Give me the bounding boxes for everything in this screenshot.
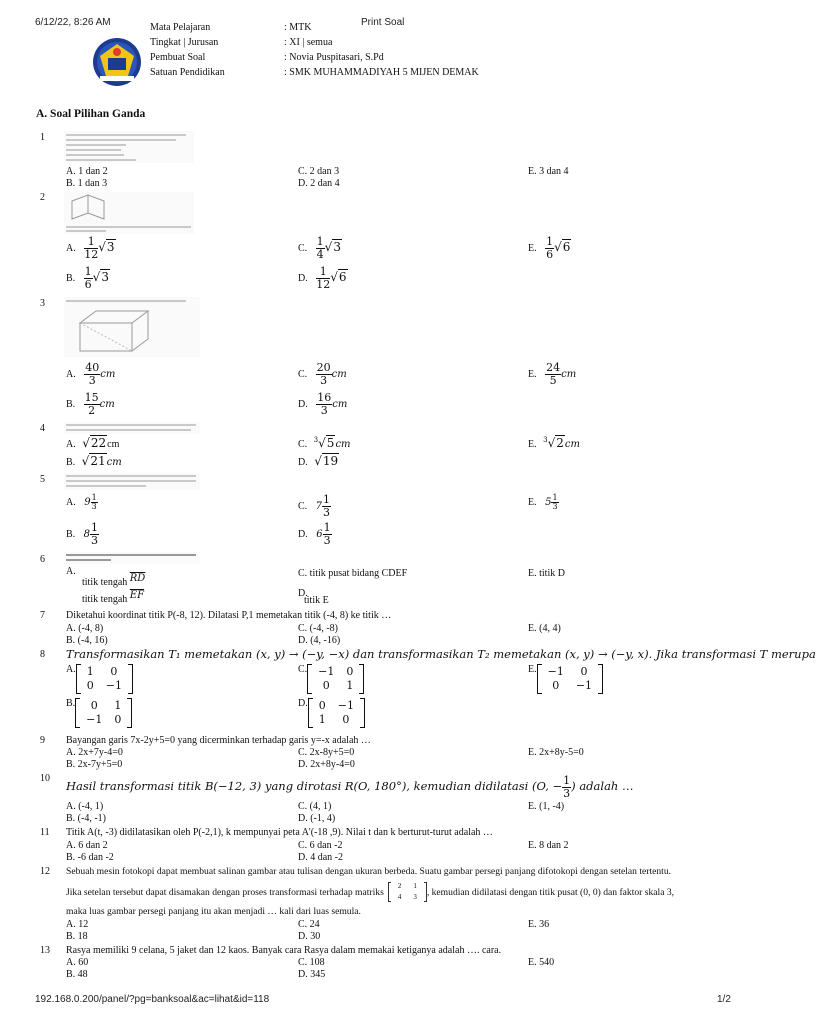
option-label: C. [298, 368, 308, 380]
radicand: 22 [90, 436, 107, 450]
radicand: 2 [556, 436, 564, 450]
option-d[interactable]: D. 4 dan -2 [298, 852, 343, 863]
option-e[interactable]: E. 2x+8y-5=0 [528, 747, 584, 758]
matrix-cell: 1 [413, 882, 417, 890]
option-label: B. [66, 698, 76, 709]
option-b[interactable]: B. 2x-7y+5=0 [66, 759, 123, 770]
matrix-cell: −1 [547, 665, 564, 678]
school-logo [88, 36, 146, 88]
matrix-cell: 1 [318, 713, 326, 726]
numerator: 1 [91, 493, 97, 502]
sqrt: √19 [314, 454, 339, 468]
option-d[interactable]: D. 30 [298, 931, 321, 942]
option-text: titik E [304, 595, 329, 606]
option-text: titik tengah [82, 594, 128, 605]
option-label: C. [298, 242, 308, 254]
matrix-cell: 0 [580, 665, 588, 678]
fraction [90, 522, 99, 547]
matrix-cell: −1 [575, 679, 593, 692]
whole-part: 9 [84, 496, 91, 508]
fraction [316, 266, 330, 291]
matrix-cell: 3 [413, 893, 417, 901]
question-image [64, 422, 200, 434]
sqrt: √22 [82, 436, 107, 450]
unit: cm [335, 439, 351, 450]
denominator: 6 [546, 248, 554, 261]
option-label: E. [528, 664, 537, 675]
meta-row [150, 35, 710, 50]
option-d[interactable]: D. 2 dan 4 [298, 178, 340, 189]
option-label: E. [528, 439, 537, 450]
option-d[interactable] [298, 588, 329, 610]
matrix-cell: 1 [86, 665, 94, 678]
question-text-part: , kemudian didilatasi dengan titik pusat (0, 0) dan faktor skala 3, [426, 886, 675, 898]
option-label: D. [298, 528, 308, 540]
print-url: 192.168.0.200/panel/?pg=banksoal&ac=lihat&id=118 [35, 994, 270, 1005]
option-label: E. [528, 242, 537, 254]
cube-root: $^3$√5 [313, 436, 335, 450]
numerator: 1 [84, 265, 92, 278]
matrix [388, 880, 427, 904]
option-b[interactable]: B. 48 [66, 969, 88, 980]
option-a[interactable]: A. 2x+7y-4=0 [66, 747, 123, 758]
radicand: 3 [101, 269, 109, 284]
sqrt: √3 [98, 239, 115, 254]
option-a[interactable]: A. (-4, 8) [66, 623, 104, 634]
question-image [64, 297, 200, 357]
unit: cm [332, 398, 348, 410]
radicand: 19 [322, 454, 339, 468]
question-number: 11 [40, 827, 50, 838]
option-e[interactable] [528, 236, 571, 261]
question-number: 1 [40, 132, 45, 143]
numerator: 1 [546, 235, 554, 248]
option-b[interactable] [66, 266, 110, 291]
denominator: 3 [88, 374, 96, 387]
option-e[interactable] [528, 436, 580, 450]
option-b[interactable] [66, 522, 99, 547]
question-number: 13 [40, 945, 50, 956]
denominator: 2 [88, 404, 96, 417]
fraction [84, 236, 98, 261]
question-image [64, 473, 200, 490]
option-d[interactable]: D. (-1, 4) [298, 813, 336, 824]
option-a[interactable]: A. 12 [66, 919, 89, 930]
unit: cm [564, 439, 580, 450]
question-text: Sebuah mesin fotokopi dapat membuat salinan gambar atau tulisan dengan ukuran berbeda. Suatu gambar persegi panjang difotokopi dengan setelan tertentu. [66, 866, 672, 877]
question-text [66, 880, 674, 904]
numerator: 24 [546, 361, 561, 374]
numerator: 1 [316, 235, 324, 248]
option-a[interactable] [66, 236, 116, 261]
matrix [75, 698, 132, 728]
option-a[interactable]: A. 1 dan 2 [66, 166, 108, 177]
option-d[interactable]: D. 345 [298, 969, 326, 980]
question-text-part: ) adalah … [571, 779, 634, 794]
print-datetime: 6/12/22, 8:26 AM [35, 17, 111, 28]
matrix [307, 664, 364, 694]
option-text: titik tengah [82, 577, 128, 588]
option-c[interactable]: C. 6 dan -2 [298, 840, 343, 851]
denominator: 3 [320, 374, 328, 387]
meta-label: Tingkat | Jurusan [150, 37, 219, 48]
option-d[interactable] [298, 392, 347, 417]
numerator: 1 [316, 266, 330, 279]
matrix-cell: −1 [337, 699, 354, 712]
numerator: 40 [85, 361, 100, 374]
question-text: Bayangan garis 7x-2y+5=0 yang dicerminkan terhadap garis y=-x adalah … [66, 735, 371, 746]
numerator: 1 [323, 493, 331, 506]
meta-value: : Novia Puspitasari, S.Pd [284, 52, 384, 63]
radicand: 5 [326, 436, 335, 450]
option-label: D. [298, 398, 308, 410]
option-b[interactable]: B. (-4, -1) [66, 813, 106, 824]
matrix [76, 664, 133, 694]
whole-part: 5 [545, 496, 552, 508]
denominator: 3 [91, 534, 99, 547]
fraction [322, 494, 331, 519]
numerator: 1 [552, 493, 558, 502]
option-e[interactable]: E. 3 dan 4 [528, 166, 569, 177]
option-c[interactable] [298, 362, 347, 387]
denominator: 3 [563, 787, 571, 800]
option-e[interactable]: E. 36 [528, 919, 550, 930]
option-b[interactable] [66, 454, 122, 468]
option-d[interactable] [298, 698, 365, 728]
meta-row [150, 50, 710, 65]
option-d[interactable]: D. 2x+8y-4=0 [298, 759, 355, 770]
unit: cm [107, 439, 120, 450]
meta-label: Mata Pelajaran [150, 22, 211, 33]
option-d[interactable] [298, 266, 348, 291]
question-number: 10 [40, 773, 50, 784]
denominator: 12 [84, 248, 99, 261]
fraction [562, 775, 571, 800]
fraction [84, 266, 93, 291]
option-a[interactable] [66, 362, 115, 387]
option-c[interactable] [298, 494, 331, 519]
question-text: maka luas gambar persegi panjang itu akan menjadi … kali dari luas semula. [66, 906, 361, 917]
question-text-content: Transformasikan T₁ memetakan (x, y) → (−y, −x) dan transformasikan T₂ memetakan (x, y) → (−y, x). Jika transformasi T merupa [66, 647, 816, 661]
option-a[interactable] [66, 664, 133, 694]
option-label: C. [298, 439, 308, 450]
option-e[interactable]: E. (4, 4) [528, 623, 561, 634]
fraction [545, 236, 554, 261]
matrix-cell: 0 [114, 713, 122, 726]
radicand: 21 [90, 454, 106, 468]
option-label: D. [298, 457, 308, 468]
box-prism-icon [74, 307, 154, 355]
question-text [66, 647, 816, 661]
cube-root: $^3$√2 [543, 436, 564, 450]
matrix [308, 698, 365, 728]
unit: cm [561, 368, 577, 380]
question-text: Titik A(t, -3) didilatasikan oleh P(-2,1), k mempunyai peta A'(-18 ,9). Nilai t dan k berturut-turut adalah … [66, 827, 493, 838]
matrix-cell: 4 [397, 893, 402, 901]
matrix-cell: 0 [346, 665, 354, 678]
question-number: 9 [40, 735, 45, 746]
option-e[interactable] [528, 494, 559, 511]
denominator: 3 [320, 404, 328, 417]
meta-value: : SMK MUHAMMADIYAH 5 MIJEN DEMAK [284, 67, 479, 78]
radicand: 6 [562, 239, 571, 254]
question-number: 8 [40, 649, 45, 660]
whole-part: 7 [315, 500, 323, 512]
numerator: 1 [91, 521, 99, 534]
numerator: 20 [316, 361, 331, 374]
numerator: 15 [84, 391, 99, 404]
numerator: 1 [84, 236, 98, 249]
sqrt: √3 [324, 239, 341, 254]
question-text: Rasya memiliki 9 celana, 5 jaket dan 12 kaos. Banyak cara Rasya dalam memakai ketiganya adalah …. cara. [66, 945, 502, 956]
whole-part: 8 [83, 528, 91, 540]
meta-value: : MTK [284, 22, 312, 33]
page-number: 1/2 [717, 994, 731, 1005]
vector-label: $\overline{EF}$ [129, 590, 145, 601]
option-b[interactable]: B. 18 [66, 931, 88, 942]
fraction [551, 494, 558, 511]
question-number: 7 [40, 610, 45, 621]
option-c[interactable]: C. 2 dan 3 [298, 166, 340, 177]
triangular-prism-icon [68, 193, 108, 223]
matrix-cell: −1 [105, 679, 122, 692]
unit: cm [99, 398, 115, 410]
section-title: A. Soal Pilihan Ganda [36, 108, 146, 120]
question-text: Diketahui koordinat titik P(-8, 12). Dilatasi P,1 memetakan titik (-4, 8) ke titik … [66, 610, 392, 621]
matrix-cell: −1 [86, 713, 103, 726]
option-b[interactable] [82, 590, 145, 605]
matrix-cell: 2 [397, 882, 402, 890]
denominator: 3 [323, 506, 331, 519]
option-b[interactable] [66, 392, 115, 417]
option-label: A. [66, 496, 76, 508]
option-a[interactable] [66, 494, 98, 511]
whole-part: 6 [316, 528, 323, 540]
option-c[interactable] [298, 664, 364, 694]
numerator: 1 [563, 774, 571, 787]
fraction [316, 362, 332, 387]
option-c[interactable] [298, 236, 342, 261]
option-label: A. [66, 664, 76, 675]
meta-row [150, 65, 710, 80]
option-b[interactable]: B. (-4, 16) [66, 635, 108, 646]
matrix-cell: 0 [342, 713, 350, 726]
root-index: 3 [543, 436, 548, 444]
exam-meta [150, 20, 710, 80]
sqrt: √3 [92, 269, 109, 284]
option-a[interactable]: A. 60 [66, 957, 89, 968]
fraction [316, 236, 325, 261]
question-image [64, 131, 194, 163]
meta-label: Pembuat Soal [150, 52, 206, 63]
option-label: C. [298, 500, 308, 512]
option-b[interactable] [66, 698, 132, 728]
option-label: B. [66, 398, 76, 410]
denominator: 3 [91, 502, 97, 511]
option-e[interactable]: E. 8 dan 2 [528, 840, 569, 851]
matrix-cell: 1 [346, 679, 354, 692]
option-label: D. [298, 698, 308, 709]
question-number: 6 [40, 554, 45, 565]
option-e[interactable]: E. 540 [528, 957, 555, 968]
option-label: C. [298, 664, 308, 675]
radicand: 3 [106, 239, 115, 254]
option-label: A. [66, 242, 76, 254]
root-index: 3 [313, 436, 319, 444]
meta-label: Satuan Pendidikan [150, 67, 225, 78]
option-label: E. [528, 496, 537, 508]
question-text-part: Jika setelan tersebut dapat disamakan dengan proses transformasi terhadap matriks [66, 886, 384, 898]
fraction [545, 362, 561, 387]
print-doc-title: Print Soal [361, 17, 405, 28]
question-number: 5 [40, 474, 45, 485]
matrix-cell: 0 [322, 679, 330, 692]
fraction [316, 392, 332, 417]
option-e[interactable]: E. (1, -4) [528, 801, 565, 812]
numerator: 1 [323, 521, 331, 534]
option-c[interactable]: C. (-4, -8) [298, 623, 338, 634]
denominator: 3 [552, 502, 558, 511]
fraction [323, 522, 332, 547]
option-label: D. [298, 272, 308, 284]
option-label: A. [66, 439, 76, 450]
denominator: 5 [549, 374, 557, 387]
numerator: 16 [317, 391, 332, 404]
option-a[interactable] [66, 436, 119, 450]
fraction [91, 494, 98, 511]
option-label: B. [66, 272, 76, 284]
option-c[interactable]: C. 2x-8y+5=0 [298, 747, 355, 758]
option-c[interactable]: C. 108 [298, 957, 325, 968]
radicand: 6 [338, 269, 347, 284]
sqrt: √6 [330, 269, 347, 284]
option-label: E. [528, 368, 537, 380]
question-number: 2 [40, 192, 45, 203]
option-e[interactable] [528, 362, 576, 387]
question-text-part: Hasil transformasi titik B(−12, 3) yang dirotasi R(O, 180°), kemudian didilatasi (O, − [66, 779, 563, 794]
option-c[interactable]: C. 24 [298, 919, 320, 930]
denominator: 4 [316, 248, 324, 261]
question-number: 12 [40, 866, 50, 877]
denominator: 6 [84, 278, 92, 291]
option-b[interactable]: B. -6 dan -2 [66, 852, 114, 863]
option-label: A. [66, 566, 76, 577]
matrix-cell: 1 [114, 699, 122, 712]
matrix-cell: 0 [318, 699, 326, 712]
matrix-cell: 0 [110, 665, 118, 678]
option-d[interactable] [298, 454, 339, 468]
option-label: B. [66, 528, 76, 540]
question-image [64, 192, 194, 234]
sqrt: √21 [81, 454, 106, 468]
meta-row [150, 20, 710, 35]
denominator: 12 [316, 278, 331, 291]
option-e[interactable]: E. titik D [528, 568, 565, 579]
fraction [84, 362, 100, 387]
option-e[interactable] [528, 664, 603, 694]
option-d[interactable]: D. (4, -16) [298, 635, 341, 646]
matrix [537, 664, 603, 694]
meta-value: : XI | semua [284, 37, 333, 48]
question-number: 4 [40, 423, 45, 434]
fraction [84, 392, 100, 417]
sqrt: √6 [554, 239, 571, 254]
matrix-cell: −1 [318, 665, 335, 678]
option-a[interactable]: A. 6 dan 2 [66, 840, 108, 851]
matrix-cell: 0 [90, 699, 98, 712]
option-label: B. [66, 457, 76, 468]
option-label: A. [66, 368, 76, 380]
matrix-cell: 0 [86, 679, 94, 692]
denominator: 3 [323, 534, 331, 547]
question-image [64, 552, 200, 564]
radicand: 3 [333, 239, 341, 254]
option-a[interactable] [66, 566, 145, 588]
option-c[interactable]: C. titik pusat bidang CDEF [298, 568, 408, 579]
option-c[interactable] [298, 436, 351, 450]
vector-label: $\overline{RD}$ [129, 573, 146, 584]
option-c[interactable]: C. (4, 1) [298, 801, 332, 812]
option-a[interactable]: A. (-4, 1) [66, 801, 104, 812]
unit: cm [100, 368, 116, 380]
unit: cm [331, 368, 347, 380]
unit: cm [106, 457, 122, 468]
option-label: D. [298, 588, 308, 599]
question-text [66, 775, 633, 800]
option-b[interactable]: B. 1 dan 3 [66, 178, 108, 189]
option-d[interactable] [298, 522, 332, 547]
question-number: 3 [40, 298, 45, 309]
matrix-cell: 0 [552, 679, 560, 692]
